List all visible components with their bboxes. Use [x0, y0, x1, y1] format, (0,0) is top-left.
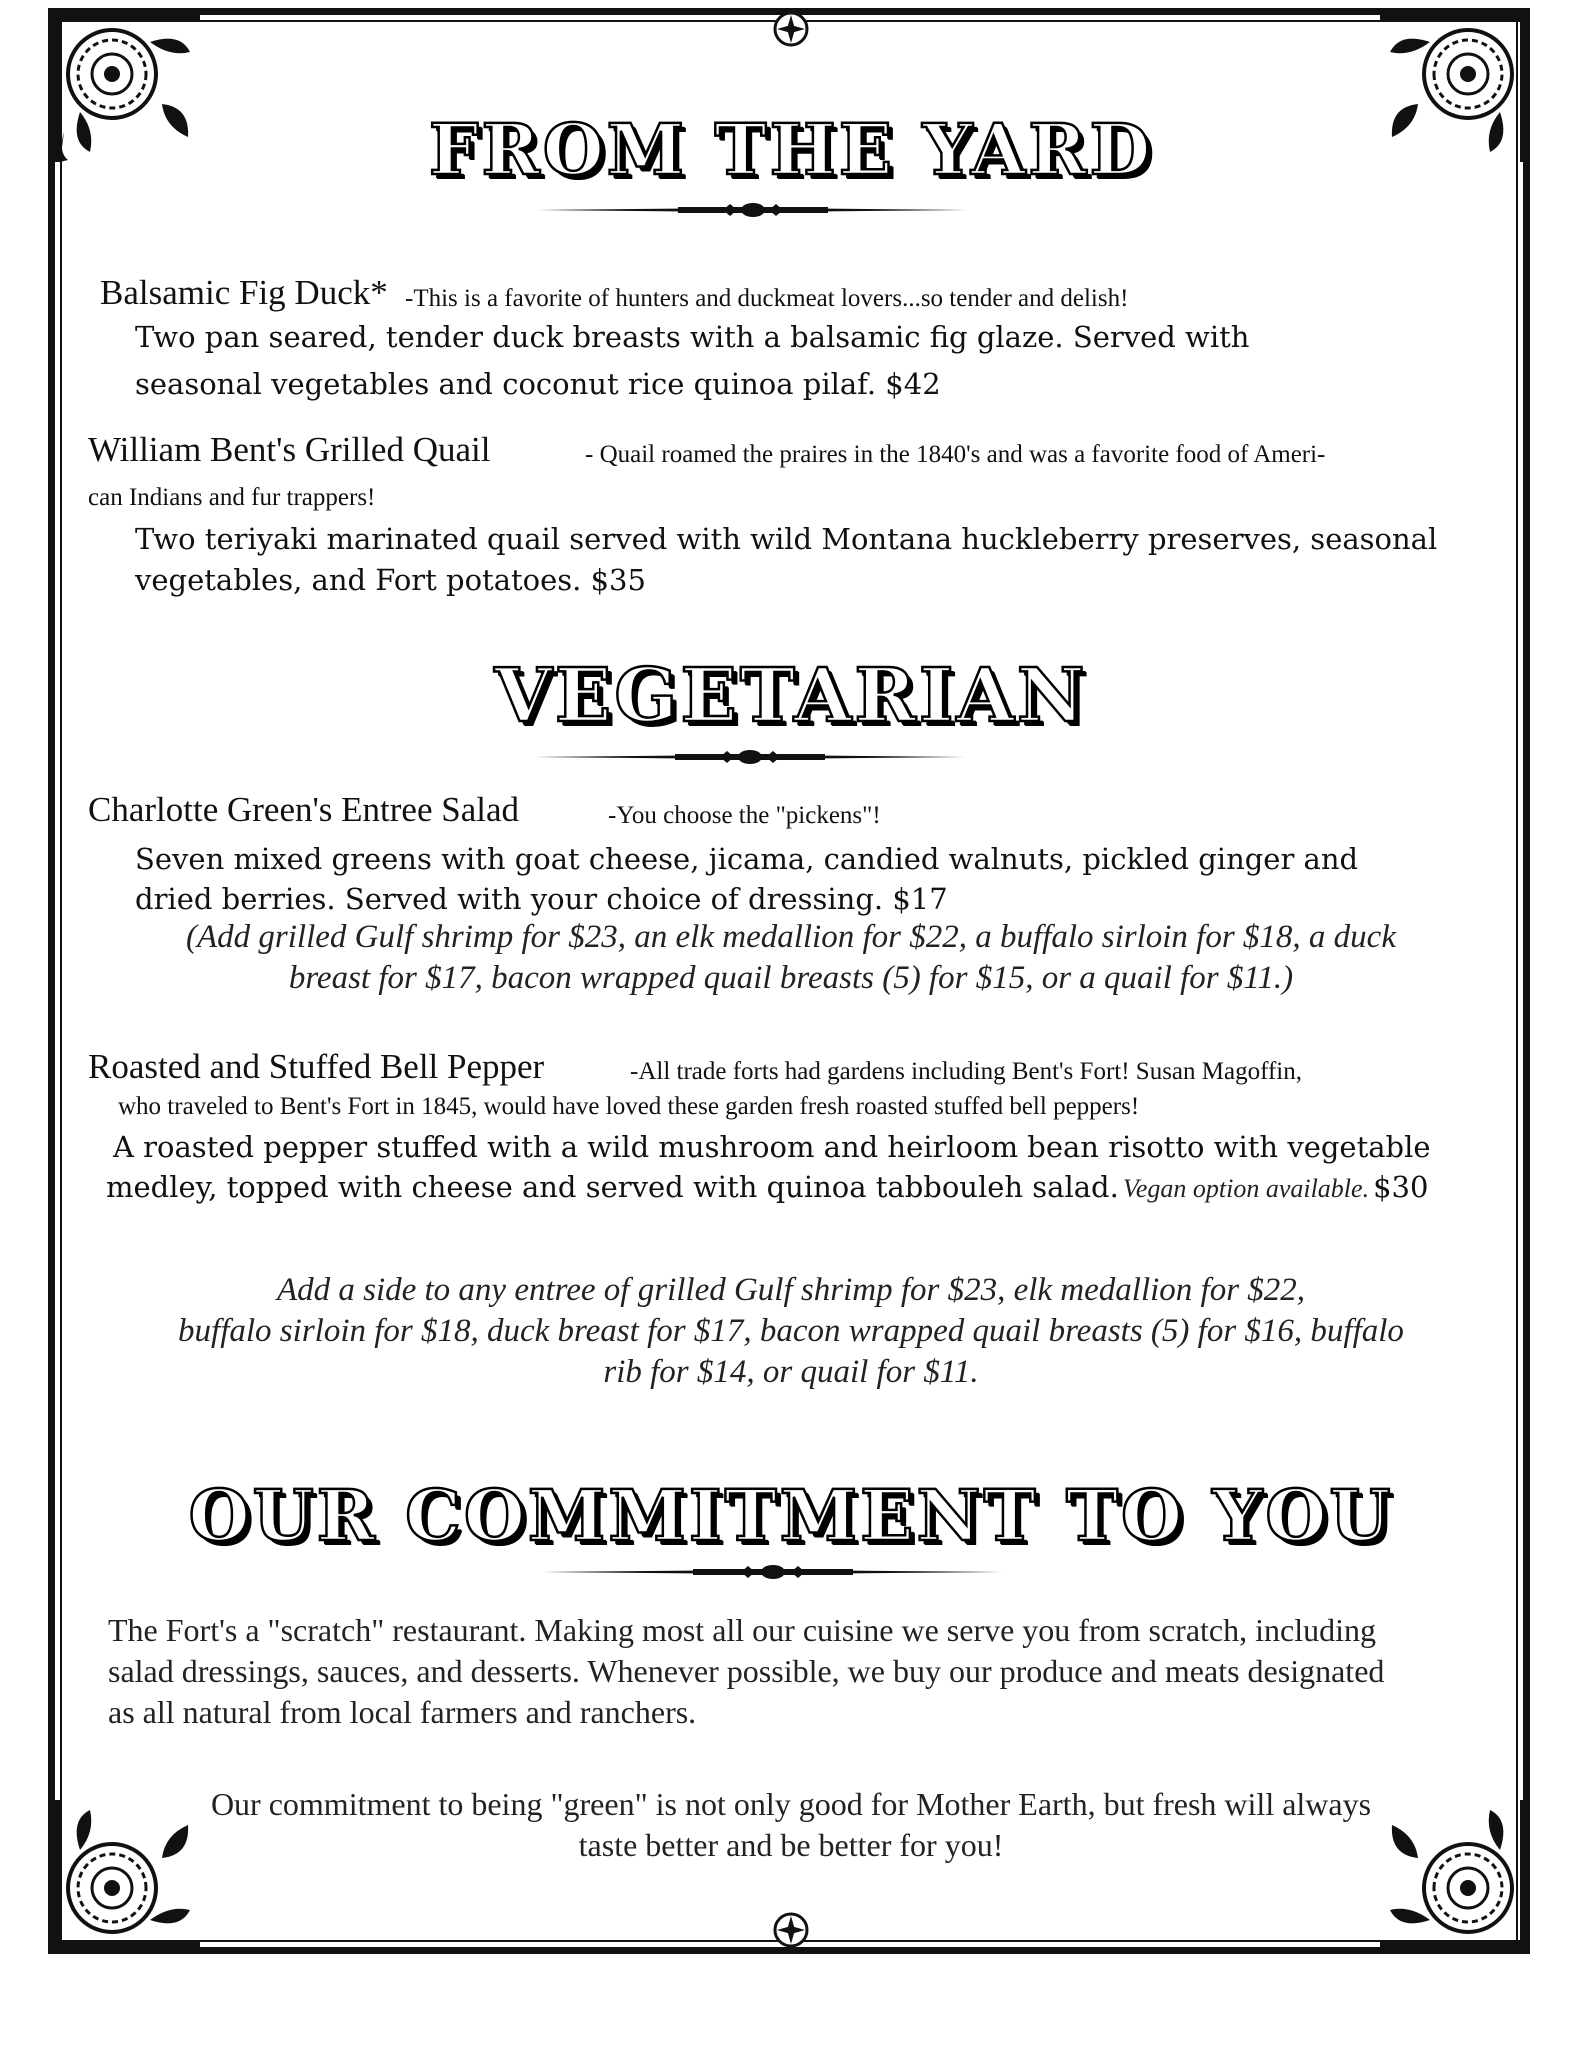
sides-note-3: rib for $14, or quail for $11.	[603, 1354, 979, 1390]
compass-medallion-icon	[772, 10, 810, 48]
item-desc-duck-2: seasonal vegetables and coconut rice quinoa pilaf. $42	[135, 367, 941, 401]
vegan-note: Vegan option available.	[1122, 1174, 1370, 1203]
scroll-divider	[535, 745, 965, 769]
item-intro-duck: -This is a favorite of hunters and duckmeat lovers...so tender and delish!	[405, 285, 1129, 312]
item-desc-quail-1: Two teriyaki marinated quail served with wild Montana huckleberry preserves, seasonal	[135, 522, 1438, 556]
item-desc-quail-2: vegetables, and Fort potatoes. $35	[135, 563, 646, 597]
item-desc-pepper-2-text: medley, topped with cheese and served with quinoa tabbouleh salad.	[106, 1170, 1119, 1204]
sides-note-2: buffalo sirloin for $18, duck breast for $17, bacon wrapped quail breasts (5) for $16, buffalo	[178, 1313, 1404, 1349]
item-desc-duck-1: Two pan seared, tender duck breasts with a balsamic fig glaze. Served with	[135, 320, 1250, 354]
item-desc-salad-1: Seven mixed greens with goat cheese, jicama, candied walnuts, pickled ginger and	[135, 842, 1359, 876]
item-title-pepper: Roasted and Stuffed Bell Pepper	[88, 1047, 545, 1086]
item-intro-quail-2: can Indians and fur trappers!	[88, 484, 376, 511]
commitment-paragraph-1-line-2: salad dressings, sauces, and desserts. Whenever possible, we buy our produce and meats designated	[108, 1653, 1385, 1689]
item-title-duck: Balsamic Fig Duck*	[100, 273, 388, 312]
item-intro-salad: -You choose the "pickens"!	[608, 802, 881, 829]
commitment-paragraph-1-line-3: as all natural from local farmers and ranchers.	[108, 1694, 697, 1730]
commitment-paragraph-2-line-1: Our commitment to being "green" is not only good for Mother Earth, but fresh will always	[210, 1786, 1372, 1822]
item-intro-pepper-1: -All trade forts had gardens including Bent's Fort! Susan Magoffin,	[630, 1058, 1302, 1085]
compass-medallion-icon	[772, 1911, 810, 1949]
item-desc-pepper-2	[106, 1170, 1428, 1204]
sides-note-1: Add a side to any entree of grilled Gulf shrimp for $23, elk medallion for $22,	[276, 1272, 1306, 1308]
item-title-quail: William Bent's Grilled Quail	[88, 430, 491, 469]
section-heading-commitment: OUR COMMITMENT TO YOU	[188, 1474, 1394, 1557]
commitment-paragraph-2-line-2: taste better and be better for you!	[578, 1827, 1004, 1863]
item-desc-salad-2: dried berries. Served with your choice of dressing. $17	[135, 882, 948, 916]
section-heading-vegetarian: VEGETARIAN	[494, 653, 1088, 739]
scroll-divider	[538, 198, 968, 222]
section-heading-yard: FROM THE YARD	[428, 108, 1154, 191]
item-addon-salad-1: (Add grilled Gulf shrimp for $23, an elk medallion for $22, a buffalo sirloin for $18, a duck	[186, 919, 1396, 955]
scroll-divider	[543, 1560, 1003, 1584]
item-title-salad: Charlotte Green's Entree Salad	[88, 790, 520, 829]
commitment-paragraph-1-line-1: The Fort's a "scratch" restaurant. Making most all our cuisine we serve you from scratch, including	[108, 1612, 1376, 1648]
item-intro-pepper-2: who traveled to Bent's Fort in 1845, would have loved these garden fresh roasted stuffed bell peppers!	[118, 1093, 1140, 1120]
item-price-pepper: $30	[1373, 1170, 1429, 1204]
item-addon-salad-2: breast for $17, bacon wrapped quail breasts (5) for $15, or a quail for $11.)	[288, 960, 1294, 996]
item-desc-pepper-1: A roasted pepper stuffed with a wild mushroom and heirloom bean risotto with vegetable	[113, 1130, 1431, 1164]
item-intro-quail-1: - Quail roamed the praires in the 1840's and was a favorite food of Ameri-	[585, 441, 1326, 468]
